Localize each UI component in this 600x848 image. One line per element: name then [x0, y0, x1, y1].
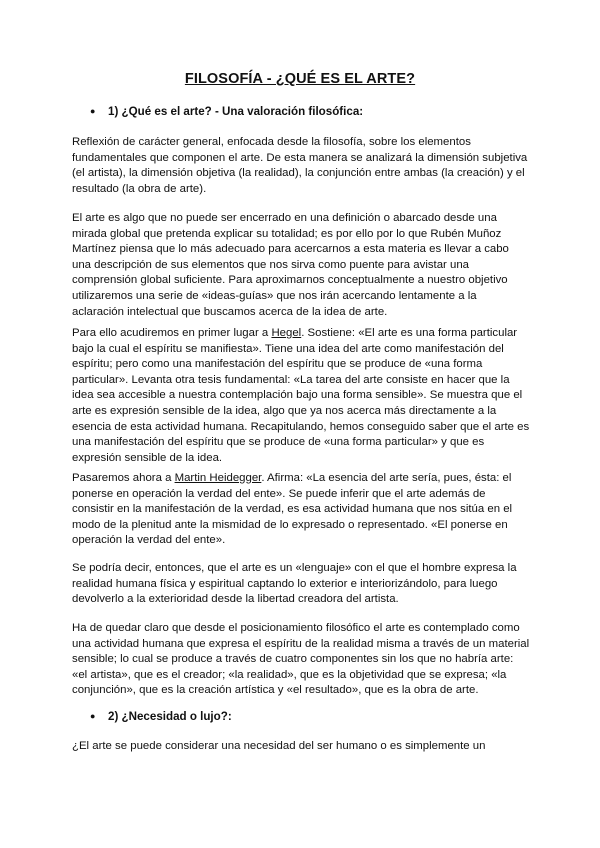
page-title: FILOSOFÍA - ¿QUÉ ES EL ARTE? — [184, 71, 416, 87]
paragraph-intro: Reflexión de carácter general, enfocada desde la filosofía, sobre los elementos fundamentales que componen el arte. De esta manera se analizará la dimensión subjetiva (el artista), la dimensión objetiva (la realidad), la conjunción entre ambas (la creación) y el resultado (la obra de arte). — [72, 136, 528, 195]
paragraph-language: Se podría decir, entonces, que el arte es un «lenguaje» con el que el hombre expresa la realidad humana física y espiritual captando lo exterior e interiorizándolo, para luego devolverlo a la exterioridad desde la libertad creadora del artista. — [72, 562, 517, 606]
section-heading-1 — [90, 105, 363, 118]
hegel-post: . Sostiene: «El arte es una forma particular bajo la cual el espíritu se manifiesta». Tiene una idea del arte como manifestación del espíritu; pero como una manifestación del espíritu que se produce de «una forma particular». Levanta otra tesis fundamental: «La tarea del arte consiste en hacer que la idea sea accesible a nuestra contemplación bajo una forma sensible». Se muestra que el arte es expresión sensible de la idea, algo que ya nos acerca más directamente a la esencia de esta actividad humana. Recapitulando, hemos conseguido saber que el arte es una manifestación del espíritu que se produce de «una forma particular» y que es expresión sensible de la idea. — [72, 327, 530, 464]
bullet-icon: ● — [90, 711, 96, 721]
bullet-icon: ● — [90, 106, 96, 116]
section-heading-1-text: 1) ¿Qué es el arte? - Una valoración filosófica: — [108, 105, 364, 118]
section-heading-2-text: 2) ¿Necesidad o lujo?: — [108, 710, 232, 723]
paragraph-necessity: ¿El arte se puede considerar una necesidad del ser humano o es simplemente un — [72, 740, 486, 752]
paragraph-definition: El arte es algo que no puede ser encerrado en una definición o abarcado desde una mirada global que pretenda explicar su totalidad; es por ello por lo que Rubén Muñoz Martínez piensa que lo más adecuado para acercarnos a esta materia es llevar a cabo una descripción de sus elementos que nos sirva como puente para avistar una comprensión global suficiente. Para aproximarnos conceptualmente a nuestro objetivo utilizaremos una serie de «ideas-guías» que nos irán acercando lentamente a la aclaración intelectual que buscamos acerca de la idea de arte. — [72, 212, 509, 318]
paragraph-hegel — [72, 326, 530, 466]
hegel-link[interactable]: Hegel — [271, 327, 302, 339]
heidegger-link[interactable]: Martin Heidegger — [174, 472, 262, 484]
hegel-pre: Para ello acudiremos en primer lugar a — [72, 327, 272, 339]
heidegger-post: . Afirma: «La esencia del arte sería, pues, ésta: el ponerse en operación la verdad del ente». Se puede inferir que el arte además de consistir en la manifestación de la verdad, es esa actividad humana que nos sitúa en el modo de la plenitud ante la mismidad de lo expresado o representado. «El ponerse en operación la verdad del ente». — [72, 472, 513, 547]
heidegger-pre: Pasaremos ahora a — [72, 472, 175, 484]
section-heading-2 — [90, 710, 232, 723]
paragraph-heidegger — [72, 471, 530, 549]
paragraph-components: Ha de quedar claro que desde el posicionamiento filosófico el arte es contemplado como una actividad humana que expresa el espíritu de la realidad misma a través de un material sensible; lo cual se produce a través de cuatro componentes sin los que no habría arte: «el artista», que es el creador; «la realidad», que es la objetividad que se expresa; «la conjunción», que es la creación artística y «el resultado», que es la obra de arte. — [72, 622, 530, 697]
